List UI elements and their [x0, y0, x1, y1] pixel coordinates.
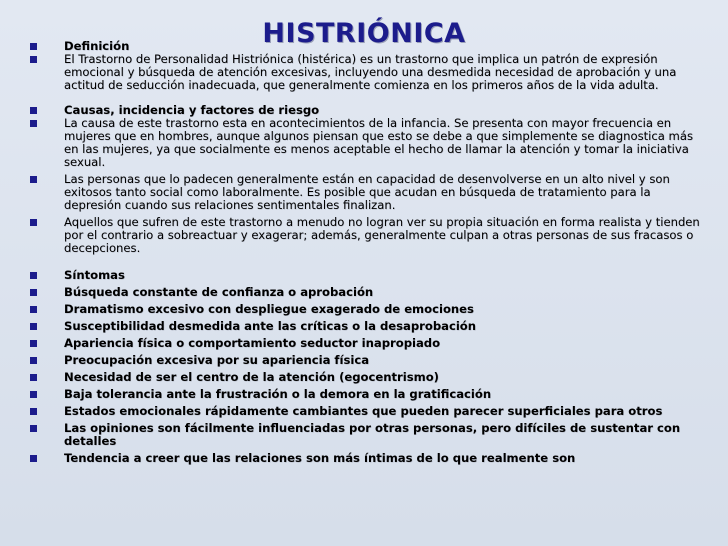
bullet-item	[0, 388, 700, 401]
square-bullet-icon	[30, 289, 37, 296]
square-bullet-icon	[30, 56, 37, 63]
bullet-text: Baja tolerancia ante la frustración o la demora en la gratificación	[64, 387, 492, 401]
square-bullet-icon	[30, 391, 37, 398]
bullet-item	[0, 269, 700, 282]
slide-title: HISTRIÓNICA	[262, 18, 466, 49]
bullet-text: Preocupación excesiva por su apariencia física	[64, 353, 370, 367]
square-bullet-icon	[30, 408, 37, 415]
bullet-item	[0, 354, 700, 367]
bullet-item	[0, 452, 700, 465]
square-bullet-icon	[30, 306, 37, 313]
bullet-text: Dramatismo excesivo con despliegue exagerado de emociones	[64, 302, 474, 316]
square-bullet-icon	[30, 425, 37, 432]
bullet-text: Causas, incidencia y factores de riesgo	[64, 103, 320, 117]
bullet-item	[0, 117, 700, 169]
bullet-item	[0, 422, 700, 448]
square-bullet-icon	[30, 357, 37, 364]
bullet-item	[0, 53, 700, 92]
bullet-text: La causa de este trastorno esta en acontecimientos de la infancia. Se presenta con mayor frecuencia en mujeres que en hombres, aunque algunos piensan que esto se debe a que simplemente se diagnostica más en las mujeres, ya que socialmente es menos aceptable el hecho de llamar la atención y tomar la iniciativa sexual.	[64, 116, 694, 169]
square-bullet-icon	[30, 323, 37, 330]
bullet-item	[0, 371, 700, 384]
square-bullet-icon	[30, 455, 37, 462]
square-bullet-icon	[30, 340, 37, 347]
square-bullet-icon	[30, 120, 37, 127]
square-bullet-icon	[30, 374, 37, 381]
bullet-item	[0, 303, 700, 316]
bullet-item	[0, 173, 700, 212]
bullet-item	[0, 216, 700, 255]
bullet-text: Estados emocionales rápidamente cambiantes que pueden parecer superficiales para otros	[64, 404, 663, 418]
bullet-item	[0, 320, 700, 333]
square-bullet-icon	[30, 107, 37, 114]
bullet-text: Las opiniones son fácilmente influenciadas por otras personas, pero difíciles de sustentar con detalles	[64, 421, 681, 448]
bullet-item	[0, 337, 700, 350]
bullet-item	[0, 286, 700, 299]
square-bullet-icon	[30, 176, 37, 183]
bullet-text: Susceptibilidad desmedida ante las críticas o la desaprobación	[64, 319, 477, 333]
bullet-text: Apariencia física o comportamiento seductor inapropiado	[64, 336, 441, 350]
bullet-list	[0, 40, 700, 465]
bullet-text: Las personas que lo padecen generalmente están en capacidad de desenvolverse en un alto nivel y son exitosos tanto social como laboralmente. Es posible que acudan en búsqueda de tratamiento para la depresión cuando sus relaciones sentimentales finalizan.	[64, 172, 670, 212]
bullet-text: Aquellos que sufren de este trastorno a menudo no logran ver su propia situación en forma realista y tienden por el contrario a sobreactuar y exagerar; además, generalmente culpan a otras personas de sus fracasos o decepciones.	[64, 215, 700, 255]
bullet-text: Síntomas	[64, 268, 125, 282]
bullet-item	[0, 405, 700, 418]
bullet-text: El Trastorno de Personalidad Histriónica (histérica) es un trastorno que implica un patrón de expresión emocional y búsqueda de atención excesivas, incluyendo una desmedida necesidad de aprobación y una actitud de seducción inadecuada, que generalmente comienza en los primeros años de la vida adulta.	[64, 52, 677, 92]
bullet-text: Definición	[64, 39, 130, 53]
bullet-text: Necesidad de ser el centro de la atención (egocentrismo)	[64, 370, 439, 384]
square-bullet-icon	[30, 43, 37, 50]
square-bullet-icon	[30, 272, 37, 279]
square-bullet-icon	[30, 219, 37, 226]
bullet-text: Tendencia a creer que las relaciones son más íntimas de lo que realmente son	[64, 451, 576, 465]
bullet-text: Búsqueda constante de confianza o aprobación	[64, 285, 374, 299]
